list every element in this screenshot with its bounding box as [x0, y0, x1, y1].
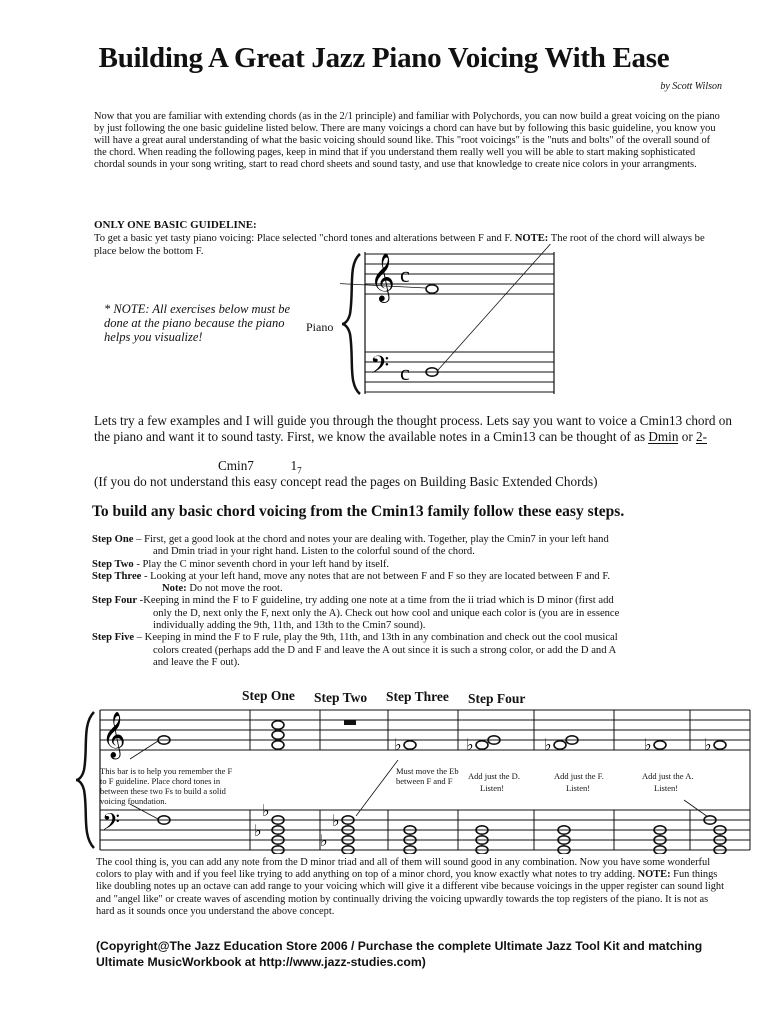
flat-icon: ♭ — [254, 823, 262, 840]
step-four-cont2: individually adding the 9th, 11th, and 13th to the Cmin7 sound). — [153, 620, 426, 632]
steps-heading: To build any basic chord voicing from the Cmin13 family follow these easy steps. — [92, 503, 625, 520]
step-five — [92, 632, 732, 644]
bar1-annotation: This bar is to help you remember the F to F guideline. Place chord tones in between these two Fs to build a solid voicing foundation. — [100, 766, 233, 806]
outro-text-after: Fun things like doubling notes up an octave can add range to your voicing which will give it a different vibe because voicings in the upper register can sound light and "angel like" or create waves of ascending motion by continually driving the voicing upwardly towards the top registers of the piano. It is not as hard as it sounds once you understand the above concept. — [96, 869, 724, 917]
fraction1-top: Dmin — [648, 429, 679, 444]
brace-icon — [76, 712, 94, 848]
pointer-line — [356, 760, 398, 816]
bar6-annotation — [554, 771, 624, 793]
author-credit: by Scott Wilson — [660, 81, 722, 92]
treble-staff-lines — [100, 710, 750, 750]
step-four-chord-f — [554, 736, 578, 854]
treble-clef-icon: 𝄞 — [102, 712, 126, 757]
flat-icon: ♭ — [394, 737, 402, 754]
step-five-text: Keeping in mind the F to F rule, play the 9th, 11th, and 13th in any combination and check out the cool musical — [144, 632, 618, 644]
treble-clef-icon: 𝄞 — [370, 255, 395, 301]
step-four-text: Keeping in mind the F to F guideline, try adding one note at a time from the ii triad which is D minor (first add — [143, 595, 614, 607]
step-four-chord-final — [704, 741, 726, 854]
bass-clef-icon: 𝄢 — [102, 810, 121, 841]
step-two-label: Step Two — [92, 558, 134, 570]
step-three-note: Do not move the root. — [186, 583, 283, 595]
guideline-heading: ONLY ONE BASIC GUIDELINE: — [94, 219, 257, 231]
guideline-text-before: To get a basic yet tasty piano voicing: Place selected "chord tones and alterations between F and F. — [94, 233, 515, 244]
pointer-line-lower — [438, 244, 554, 370]
fraction2-sub: 7 — [297, 465, 302, 476]
time-signature-bass: c — [400, 360, 410, 385]
bar4-annotation: Must move the Eb between F and F — [396, 766, 459, 786]
step-five-label: Step Five — [92, 632, 135, 644]
example-paragraph — [94, 413, 734, 445]
example-text: Lets try a few examples and I will guide you through the thought process. Lets say you want to voice a Cmin13 chord on the piano and want it to sound tasty. First, we know the available notes in a Cmin13 can be thought of as — [94, 413, 732, 444]
step-four-sep: - — [137, 595, 144, 607]
step-one-chord — [272, 721, 284, 854]
steps-list — [92, 534, 732, 669]
flat-icon: ♭ — [262, 803, 270, 820]
step-four — [92, 595, 732, 607]
flat-icon: ♭ — [320, 833, 328, 850]
step-three-text: Looking at your left hand, move any notes that are not between F and F so they are located between F and F. — [150, 570, 611, 582]
bar5-listen: Listen! — [480, 783, 505, 793]
step-one-cont: and Dmin triad in your right hand. Listen to the colorful sound of the chord. — [153, 546, 475, 558]
bass-staff — [365, 352, 554, 392]
piano-grand-staff — [340, 244, 570, 404]
copyright-notice: (Copyright@The Jazz Education Store 2006 / Purchase the complete Ultimate Jazz Tool Kit and matching Ultimate MusicWorkbook at http://www.jazz-studies.com) — [96, 939, 703, 969]
step-four-label: Step Four — [92, 595, 138, 607]
step-three — [92, 571, 732, 583]
column-head-step-two: Step Two — [314, 690, 368, 705]
bar6-text: Add just the F. — [554, 771, 604, 781]
flat-icon: ♭ — [466, 737, 474, 754]
brace-icon — [342, 254, 360, 394]
flat-icon: ♭ — [544, 737, 552, 754]
step-one-text: First, get a good look at the chord and notes your are dealing with. Together, play the Cmin7 in your left hand — [144, 534, 609, 545]
bar7-text: Add just the A. — [642, 771, 694, 781]
step-three-cont — [92, 583, 732, 595]
concept-reference: (If you do not understand this easy concept read the pages on Building Basic Extended Chords) — [94, 474, 598, 489]
flat-icon: ♭ — [644, 737, 652, 754]
step-three-label: Step Three — [92, 570, 142, 582]
whole-note-f-upper — [426, 285, 438, 293]
flat-icon: ♭ — [704, 737, 712, 754]
fraction-bottoms — [218, 458, 302, 476]
step-two — [92, 559, 732, 571]
bar5-text: Add just the D. — [468, 771, 520, 781]
column-head-step-three: Step Three — [386, 689, 449, 704]
bass-staff-lines — [100, 810, 750, 850]
bar7-annotation — [642, 771, 708, 793]
pointer-line — [130, 804, 158, 819]
flat-icon: ♭ — [332, 813, 340, 830]
outro-text: The cool thing is, you can add any note from the D minor triad and all of them will sound good in any combination. Now you have some wonderful colors to play with and if you feel like trying to add anything on top of a minor chord, you know exactly what notes to try adding. — [96, 857, 711, 881]
time-signature-treble: c — [400, 262, 410, 287]
step-five-sep: – — [134, 632, 145, 644]
step-two-text: Play the C minor seventh chord in your left hand by itself. — [142, 558, 390, 570]
fraction2-bottom: 1 — [290, 458, 298, 473]
step-two-sep: - — [133, 558, 143, 570]
bar7-listen: Listen! — [654, 783, 679, 793]
fraction2-top: 2- — [696, 429, 708, 444]
outro-paragraph — [96, 857, 726, 918]
step-four-chord-a — [654, 741, 666, 854]
column-head-step-one: Step One — [242, 688, 295, 703]
pointer-line — [684, 800, 708, 817]
outro-note-label: NOTE: — [637, 869, 671, 881]
step-five-cont: colors created (perhaps add the D and F and leave the A out since it is such a strong color, or add the D and A — [153, 644, 617, 656]
step-four-chord-d — [476, 736, 500, 854]
step-three-sep: - — [141, 570, 151, 582]
column-head-step-four: Step Four — [468, 691, 526, 706]
whole-rest-icon — [344, 720, 356, 725]
step-one-sep: – — [133, 534, 145, 545]
bar5-annotation — [468, 771, 538, 793]
step-one-label: Step One — [92, 534, 134, 545]
bar6-listen: Listen! — [566, 783, 591, 793]
guideline-text-after: The root of the chord will always be place below the bottom F. — [94, 233, 705, 257]
step-one — [92, 534, 732, 546]
step-three-note-label: Note: — [162, 583, 187, 595]
exercise-note: * NOTE: All exercises below must be done at the piano because the piano helps you visualize! — [104, 302, 291, 344]
whole-note-eb — [404, 741, 416, 749]
bass-clef-icon: 𝄢 — [370, 352, 390, 385]
guideline-note-label: NOTE: — [514, 233, 549, 244]
fraction1-bottom: Cmin7 — [218, 458, 254, 473]
fraction-or: or — [681, 429, 693, 444]
page-title: Building A Great Jazz Piano Voicing With Ease — [98, 42, 670, 74]
step-two-chord — [342, 816, 354, 854]
step-four-cont: only the D, next only the F, next only the A). Check out how cool and unique each color is (you are in essence — [153, 607, 620, 619]
intro-paragraph: Now that you are familiar with extending chords (as in the 2/1 principle) and familiar with Polychords, you can now build a great voicing on the piano by just following the one basic guideline listed below. There are many voicings a chord can have but by following this basic guideline, you know you will have a great aural understanding of what the basic voicing should sound like. This "root voicings" is the "nuts and bolts" of the overall sound of the chord. When reading the following pages, keep in mind that if you understand them really well you will be able to start making sophisticated chordal sounds in your song writing, start to read chord sheets and sound tasty, and use that knowledge to create nice colors in your arrangments. — [94, 111, 720, 170]
piano-label: Piano — [306, 320, 334, 334]
step-five-cont2: and leave the F out). — [153, 656, 240, 668]
